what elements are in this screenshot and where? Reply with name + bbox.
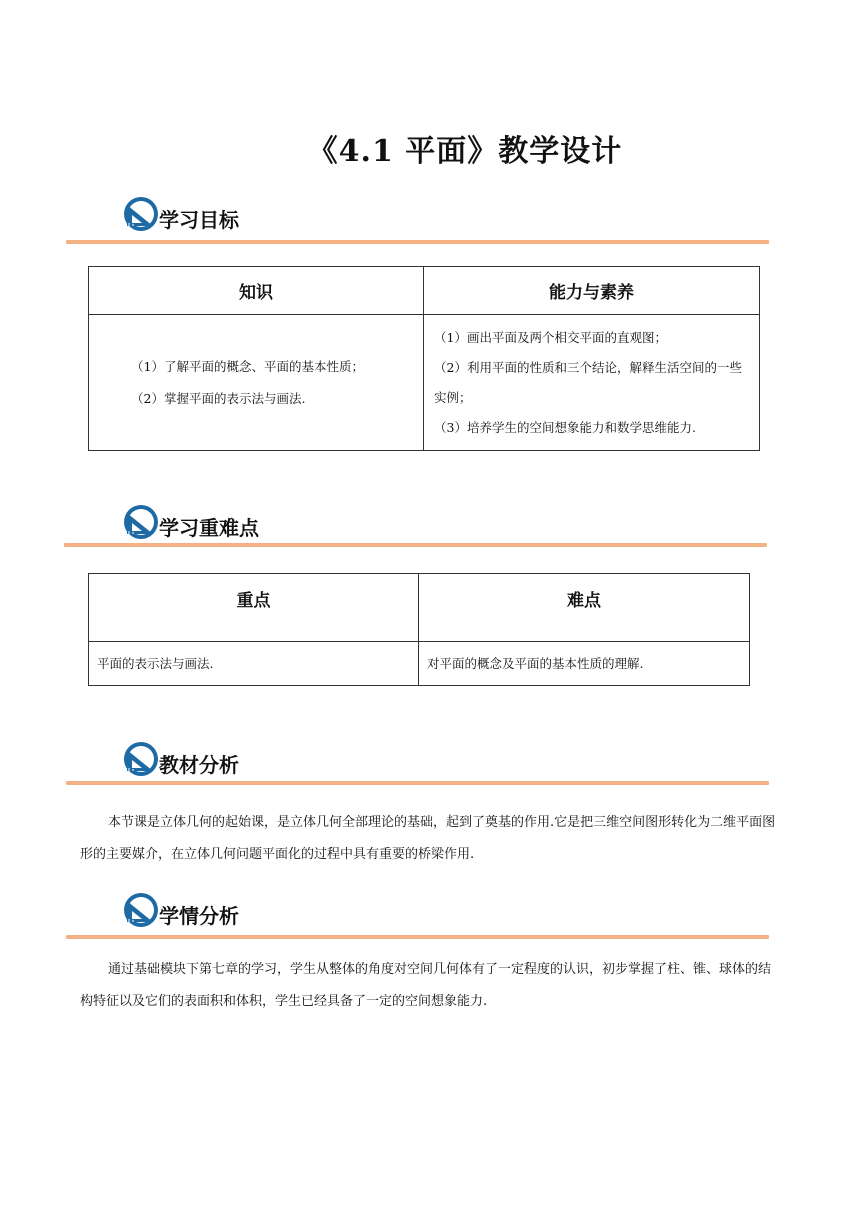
triangle-ruler-icon [123, 504, 159, 540]
document-title: 《4.1 平面》教学设计 [307, 134, 623, 169]
triangle-ruler-icon [123, 196, 159, 232]
section-title: 教材分析 [159, 753, 239, 777]
knowledge-item: （2）掌握平面的表示法与画法. [131, 390, 306, 406]
ability-item: （1）画出平面及两个相交平面的直观图； [434, 329, 667, 345]
key-points-table [88, 573, 750, 686]
section-divider [64, 543, 767, 547]
ability-cell [424, 315, 760, 451]
knowledge-item: （1）了解平面的概念、平面的基本性质； [131, 358, 364, 374]
section-divider [66, 240, 769, 244]
section-title: 学习目标 [159, 208, 239, 232]
section-divider [66, 781, 769, 785]
goals-table [88, 266, 760, 451]
knowledge-cell [89, 315, 424, 451]
header-difficult-point: 难点 [419, 574, 750, 642]
key-point-cell: 平面的表示法与画法. [89, 642, 419, 686]
section-title: 学习重难点 [159, 516, 259, 540]
difficult-point-cell: 对平面的概念及平面的基本性质的理解. [419, 642, 750, 686]
triangle-ruler-icon [123, 892, 159, 928]
ability-item: （2）利用平面的性质和三个结论，解释生活空间的一些实例； [434, 359, 742, 405]
header-knowledge: 知识 [89, 267, 424, 315]
header-key-point: 重点 [89, 574, 419, 642]
header-ability: 能力与素养 [424, 267, 760, 315]
textbook-analysis-paragraph: 本节课是立体几何的起始课，是立体几何全部理论的基础，起到了奠基的作用.它是把三维空间图形转化为二维平面图形的主要媒介，在立体几何问题平面化的过程中具有重要的桥梁作用. [80, 815, 776, 862]
triangle-ruler-icon [123, 741, 159, 777]
section-title: 学情分析 [159, 904, 239, 928]
section-divider [66, 935, 769, 939]
student-analysis-paragraph: 通过基础模块下第七章的学习，学生从整体的角度对空间几何体有了一定程度的认识，初步掌握了柱、锥、球体的结构特征以及它们的表面积和体积，学生已经具备了一定的空间想象能力. [80, 962, 772, 1009]
ability-item: （3）培养学生的空间想象能力和数学思维能力. [434, 419, 696, 435]
